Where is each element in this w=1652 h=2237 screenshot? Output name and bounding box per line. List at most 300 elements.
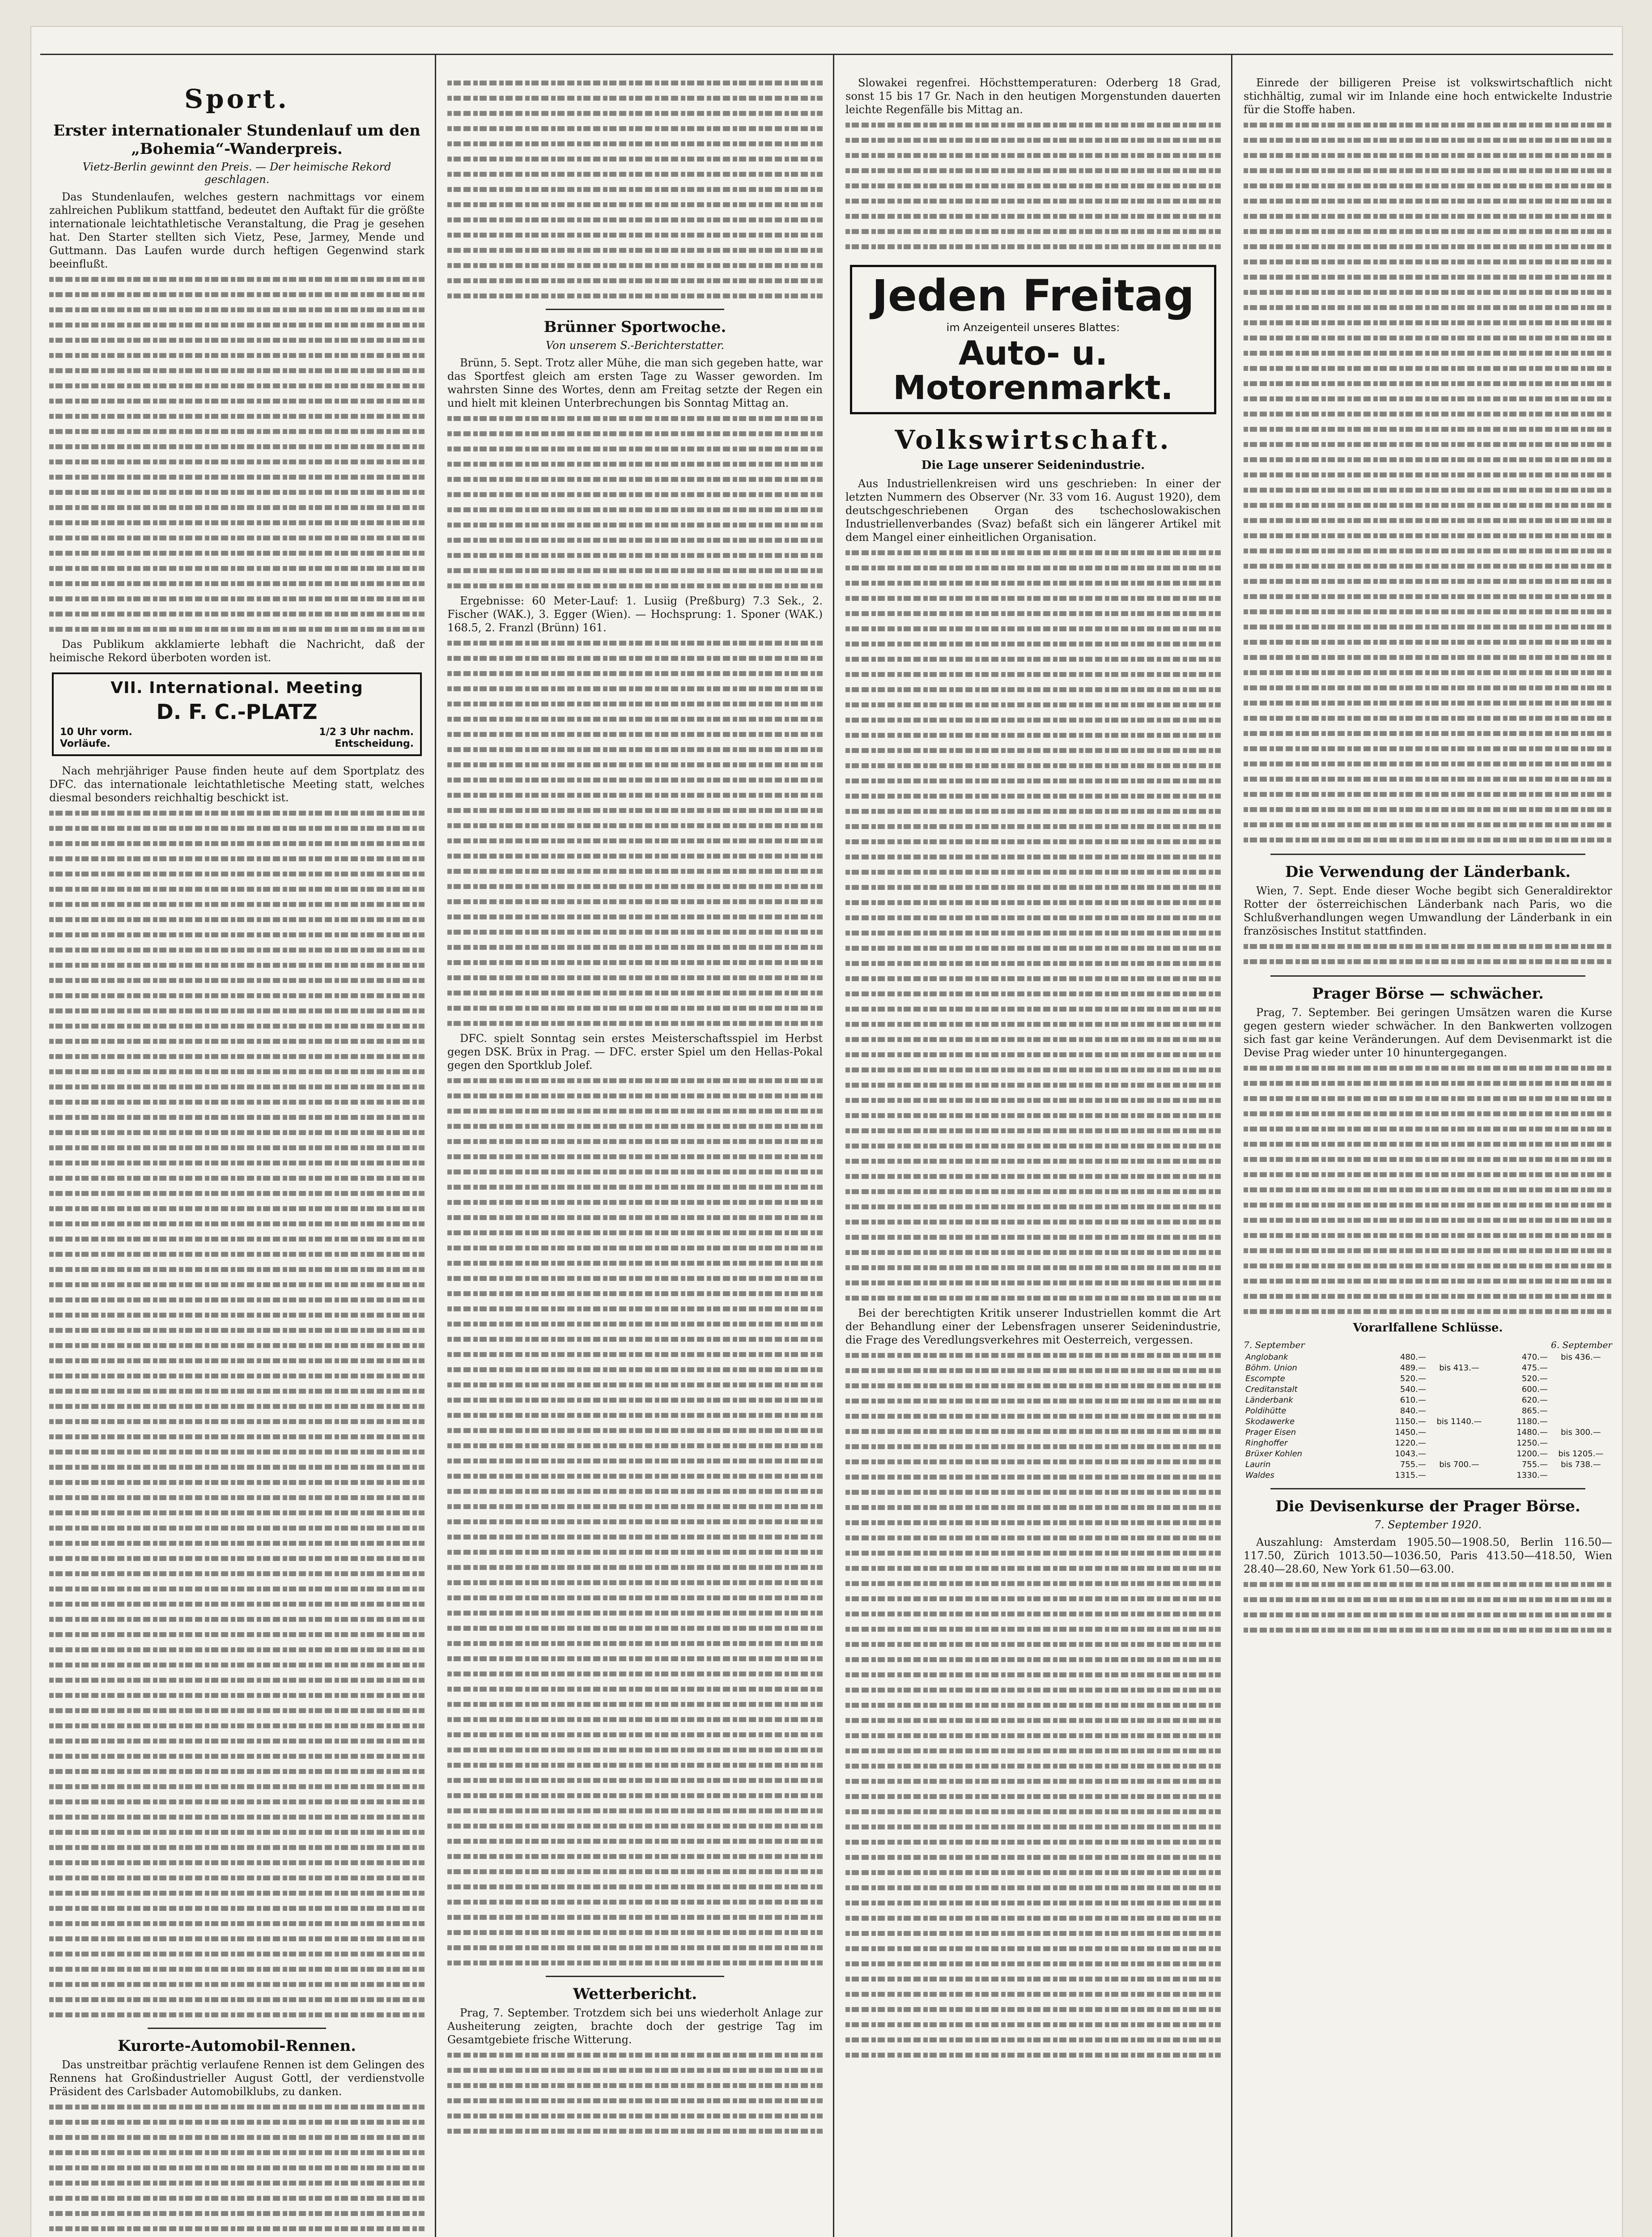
text-lines [845,1109,1221,1122]
text-lines [845,576,1221,590]
quote-range [1550,1384,1612,1395]
text-lines [49,1521,425,1535]
quote-row [1244,1416,1612,1427]
quote-value: 755.— [1400,1460,1426,1470]
text-lines [447,1317,823,1331]
text-lines [49,1612,425,1626]
text-lines [845,1154,1221,1168]
quote-name: Böhm. Union [1245,1363,1297,1373]
text-lines [845,1881,1221,1894]
text-lines [1244,438,1612,451]
text-lines [845,911,1221,924]
quote-value: 865.— [1521,1406,1548,1416]
text-lines [49,394,425,408]
text-lines [49,1628,425,1641]
text-lines [49,1430,425,1443]
text-lines [1244,149,1612,162]
meeting-advertisement [52,672,422,756]
text-lines [845,1729,1221,1742]
text-lines [845,591,1221,605]
quote-range: bis 1205.— [1558,1449,1604,1459]
text-lines [49,379,425,392]
text-lines [447,1728,823,1741]
text-lines [845,1561,1221,1575]
text-lines [447,986,823,999]
text-lines [49,349,425,362]
text-lines [845,1291,1221,1305]
text-lines [1244,331,1612,344]
headline-kurorte: Kurorte-Automobil-Rennen. [118,2037,356,2055]
text-lines [845,2018,1221,2031]
text-lines [845,1911,1221,1925]
text-lines [845,1972,1221,1986]
text-lines [845,1425,1221,1438]
text-lines [49,2146,425,2159]
text-lines [447,2109,823,2122]
text-lines [49,288,425,301]
text-lines [1244,1289,1612,1303]
quote-row [1244,1374,1612,1384]
article-text: DFC. spielt Sonntag sein erstes Meisterschaftsspiel im Herbst gegen DSK. Brüx in Prag. — DFC. erster Spiel um den Hellas-Pokal gegen den Sportklub Jolef. [447,1032,823,1072]
text-lines [447,1652,823,1665]
text-lines [447,1515,823,1528]
text-lines [447,1393,823,1407]
text-lines [49,364,425,377]
quote-value: 520.— [1400,1374,1426,1384]
text-lines [49,1141,425,1154]
text-lines [1244,1107,1612,1120]
quote-name: Escompte [1245,1374,1285,1384]
text-lines [845,744,1221,757]
text-lines [845,1927,1221,1940]
text-lines [845,179,1221,192]
text-lines [49,1232,425,1246]
text-lines [49,1978,425,1991]
text-lines [845,1455,1221,1468]
text-lines [845,1516,1221,1529]
text-lines [447,1211,823,1224]
quote-range [1428,1438,1491,1449]
text-lines [49,1384,425,1398]
text-lines [447,106,823,120]
quote-name: Laurin [1245,1460,1271,1470]
text-lines [447,971,823,984]
text-lines [49,1187,425,1200]
quote-value: 540.— [1400,1385,1426,1395]
column-1 [41,76,433,2237]
quote-value: 470.— [1521,1352,1548,1362]
text-lines [447,1804,823,1817]
text-lines [845,1063,1221,1076]
quote-value: 600.— [1521,1385,1548,1395]
text-lines [49,1704,425,1717]
text-lines [845,926,1221,940]
text-lines [1244,1593,1612,1606]
text-lines [1244,605,1612,618]
quote-range: bis 300.— [1561,1428,1601,1437]
text-lines [845,622,1221,635]
text-lines [447,895,823,908]
quote-name: Waldes [1245,1471,1274,1480]
text-lines [1244,1305,1612,1318]
text-lines [845,1379,1221,1392]
text-lines [49,1536,425,1550]
text-lines [1244,1076,1612,1090]
quote-value: 755.— [1521,1460,1548,1470]
text-lines [845,1790,1221,1803]
quote-row [1244,1427,1612,1438]
text-lines [49,440,425,453]
quote-row [1244,1395,1612,1406]
text-lines [447,1880,823,1893]
quote-row [1244,1384,1612,1395]
text-lines [447,682,823,695]
text-lines [845,1170,1221,1183]
text-lines [49,1080,425,1093]
text-lines [447,864,823,878]
section-title-sport: Sport. [184,84,289,114]
text-lines [49,806,425,820]
text-lines [1244,209,1612,223]
text-lines [447,1500,823,1513]
text-lines [1244,483,1612,497]
text-lines [845,1637,1221,1651]
text-lines [447,549,823,562]
ad-detail: 1/2 3 Uhr nachm. [319,727,414,738]
text-lines [1244,559,1612,573]
quote-value: 1450.— [1395,1428,1426,1437]
text-lines [845,1394,1221,1408]
text-lines [845,1774,1221,1788]
text-lines [845,1215,1221,1229]
text-lines [447,1332,823,1346]
text-lines [49,943,425,957]
text-lines [845,1759,1221,1773]
text-lines [1244,1229,1612,1242]
text-lines [845,240,1221,253]
text-lines [845,1139,1221,1153]
text-lines [447,1165,823,1178]
text-lines [49,1856,425,1869]
text-lines [447,91,823,105]
text-lines [49,1917,425,1930]
text-lines [1244,651,1612,664]
text-lines [447,1287,823,1300]
text-lines [845,1246,1221,1259]
text-lines [49,2222,425,2235]
column-rule [833,54,834,2237]
text-lines [49,1567,425,1580]
divider [1270,854,1585,855]
text-lines [845,1501,1221,1514]
headline-brno: Brünner Sportwoche. [544,318,726,336]
text-lines [447,1561,823,1574]
text-lines [1244,164,1612,177]
quote-value: 1200.— [1516,1449,1548,1459]
text-lines [49,1369,425,1382]
text-lines [845,1470,1221,1484]
text-lines [447,1363,823,1376]
text-lines [447,457,823,471]
text-lines [447,1484,823,1498]
quote-range [1550,1395,1612,1406]
text-lines [447,1743,823,1756]
text-lines [49,592,425,605]
text-lines [49,470,425,484]
text-lines [1244,727,1612,740]
text-lines [49,1962,425,1976]
text-lines [49,1825,425,1839]
text-lines [447,1074,823,1087]
text-lines [845,118,1221,132]
quote-row [1244,1470,1612,1481]
text-lines [49,1171,425,1185]
text-lines [845,698,1221,711]
text-lines [1244,1122,1612,1136]
text-lines [447,259,823,272]
article-text: Auszahlung: Amsterdam 1905.50—1908.50, Berlin 116.50—117.50, Zürich 1013.50—1036.50, Paris 413.50—418.50, Wien 28.40—28.60, New York 61.50—63.00. [1244,1535,1612,1575]
text-lines [49,1156,425,1170]
text-lines [447,442,823,455]
quote-value: 480.— [1400,1352,1426,1362]
byline: Von unserem S.-Berichterstatter. [546,339,724,352]
text-lines [1244,468,1612,481]
text-lines [447,213,823,226]
text-lines [1244,514,1612,527]
text-lines [845,1364,1221,1377]
text-lines [845,194,1221,208]
text-lines [447,758,823,771]
quote-range [1550,1438,1612,1449]
text-lines [447,1408,823,1422]
text-lines [49,1034,425,1048]
text-lines [447,1591,823,1604]
text-lines [447,1789,823,1802]
text-lines [1244,742,1612,755]
text-lines [447,1910,823,1924]
text-lines [49,837,425,850]
ad-line: Jeden Freitag [872,271,1194,321]
quote-row [1244,1449,1612,1459]
column-3 [837,76,1229,2237]
headline-weather: Wetterbericht. [573,1985,697,2003]
text-lines [49,1795,425,1808]
text-lines [1244,346,1612,360]
text-lines [49,622,425,636]
text-lines [447,564,823,577]
text-lines [447,412,823,425]
text-lines [447,819,823,832]
text-lines [447,488,823,501]
quote-range: bis 436.— [1561,1352,1601,1362]
text-lines [447,1758,823,1772]
text-lines [1244,1244,1612,1257]
text-lines [1244,118,1612,132]
text-lines [49,1293,425,1306]
text-lines [845,1744,1221,1757]
text-lines [1244,1213,1612,1227]
text-lines [447,1150,823,1163]
text-lines [447,2124,823,2138]
text-lines [845,1698,1221,1712]
text-lines [1244,225,1612,238]
text-lines [49,882,425,896]
quote-range: bis 700.— [1439,1460,1479,1470]
text-lines [49,1095,425,1109]
text-lines [447,1834,823,1848]
text-lines [845,164,1221,177]
text-lines [845,1835,1221,1849]
quote-value: 1480.— [1516,1428,1548,1437]
text-lines [845,1033,1221,1046]
text-lines [1244,818,1612,831]
top-rule [40,54,1613,55]
text-lines [1244,270,1612,284]
text-lines [1244,240,1612,253]
text-lines [49,1308,425,1322]
text-lines [845,1546,1221,1560]
text-lines [447,1637,823,1650]
article-text: Das Publikum akklamierte lebhaft die Nachricht, daß der heimische Rekord überboten worden ist. [49,638,425,664]
text-lines [447,1180,823,1194]
text-lines [1244,590,1612,603]
text-lines [49,607,425,621]
text-lines [49,1415,425,1428]
quote-name: Creditanstalt [1245,1385,1298,1395]
ad-detail: 10 Uhr vorm. [60,727,132,738]
quote-value: 475.— [1521,1363,1548,1373]
text-lines [1244,833,1612,846]
text-lines [447,274,823,287]
text-lines [1244,179,1612,192]
quote-name: Skodawerke [1245,1417,1295,1427]
text-lines [845,1440,1221,1453]
article-text: Bei der berechtigten Kritik unserer Industriellen kommt die Art der Behandlung einer der Lebensfragen unserer Seidenindustrie, die Frage des Veredlungsverkehres mit Oesterreich, vergessen. [845,1307,1221,1347]
article-text: Einrede der billigeren Preise ist volkswirtschaftlich nicht stichhältig, zumal wir im Inlande eine hoch entwickelte Industrie für die Stoffe haben. [1244,77,1612,116]
article-text: Aus Industriellenkreisen wird uns geschrieben: In einer der letzten Nummern des Observer (Nr. 33 vom 16. August 1920), dem deutschgeschriebenen Organ des tschechoslowakischen Industriellenverbandes (Svaz) befaßt sich ein längerer Artikel mit dem Mangel einer einheitlichen Organisation. [845,477,1221,544]
text-lines [845,1409,1221,1423]
quote-value: 1043.— [1395,1449,1426,1459]
text-lines [845,1531,1221,1544]
text-lines [1244,574,1612,588]
quote-value: 1250.— [1516,1438,1548,1448]
text-lines [447,1424,823,1437]
text-lines [447,228,823,242]
text-lines [447,427,823,440]
quote-row [1244,1459,1612,1470]
quote-value: 1180.— [1516,1417,1548,1427]
text-lines [49,1901,425,1915]
article-text: Das Stundenlaufen, welches gestern nachmittags vor einem zahlreichen Publikum stattfand, bedeutet den Auftakt für die größte internationale leichtathletische Veranstaltung, die Prag je gesehen hat. Den Starter stellten sich Vietz, Pese, Jarmey, Mende und Guttmann. Das Laufen wurde durch heftigen Gegenwind stark beeinflußt. [49,191,425,271]
text-lines [845,1348,1221,1362]
article-text: Prag, 7. September. Trotzdem sich bei uns wiederholt Anlage zur Ausheiterung zeigten, brachte doch der gestrige Tag im Gesamtgebiete frische Witterung. [447,2006,823,2046]
quote-range [1428,1406,1491,1416]
text-lines [447,834,823,847]
quote-range [1550,1416,1612,1427]
article-text: Brünn, 5. Sept. Trotz aller Mühe, die man sich gegeben hatte, war das Sportfest gleich am ersten Tage zu Wasser geworden. Im wahrsten Sinne des Wortes, denn am Freitag setzte der Regen ein und hielt mit kleinen Unterbrechungen bis Sonntag Mittag an. [447,356,823,409]
text-lines [845,713,1221,727]
text-lines [1244,316,1612,329]
text-lines [845,683,1221,696]
text-lines [447,2063,823,2077]
quotes-table [1244,1352,1612,1481]
quote-range [1428,1449,1491,1459]
text-lines [447,636,823,650]
quote-row [1244,1363,1612,1374]
text-lines [1244,955,1612,968]
text-lines [49,1765,425,1778]
text-lines [1244,529,1612,542]
article-text: Prag, 7. September. Bei geringen Umsätzen waren die Kurse gegen gestern wieder schwächer. In den Bankwerten vollzogen sich fast gar keine Veränderungen. Auf dem Devisenmarkt ist die Devise Prag wieder unter 10 hinuntergegangen. [1244,1006,1612,1059]
text-lines [447,743,823,756]
quote-range [1428,1395,1491,1406]
text-lines [845,1850,1221,1864]
ad-line: Auto- u. Motorenmarkt. [893,334,1173,408]
text-lines [49,2008,425,2021]
text-lines [845,1805,1221,1818]
text-lines [49,1354,425,1367]
text-lines [845,1577,1221,1590]
ad-line: D. F. C.-PLATZ [156,700,318,724]
subheadline-stundenlauf: Vietz-Berlin gewinnt den Preis. — Der heimische Rekord geschlagen. [82,161,391,186]
text-lines [845,835,1221,848]
ad-line: im Anzeigenteil unseres Blattes: [946,321,1120,334]
text-lines [49,425,425,438]
text-lines [447,880,823,893]
text-lines [1244,1061,1612,1075]
text-lines [1244,498,1612,512]
text-lines [447,152,823,166]
text-lines [845,546,1221,559]
text-lines [447,727,823,741]
ad-detail: Vorläufe. [60,738,110,750]
text-lines [447,1241,823,1255]
column-rule [435,54,436,2237]
headline-devisen: Die Devisenkurse der Prager Börse. [1275,1497,1580,1516]
text-lines [447,518,823,532]
text-lines [49,1688,425,1702]
text-lines [447,289,823,302]
text-lines [49,1460,425,1474]
text-lines [49,516,425,529]
text-lines [845,774,1221,787]
quote-name: Ringhoffer [1245,1438,1288,1448]
text-lines [447,1545,823,1559]
text-lines [49,501,425,514]
text-lines [845,1957,1221,1970]
text-lines [845,820,1221,833]
text-lines [845,1820,1221,1833]
column-rule [1231,54,1232,2237]
quote-value: 610.— [1400,1395,1426,1405]
text-lines [447,533,823,547]
text-lines [1244,1183,1612,1196]
quote-range [1550,1374,1612,1384]
text-lines [447,1941,823,1954]
column-2 [439,76,831,2237]
text-lines [845,1093,1221,1107]
text-lines [447,2094,823,2107]
text-lines [447,1697,823,1711]
quote-range [1550,1363,1612,1374]
text-lines [447,1195,823,1209]
text-lines [49,1552,425,1565]
ad-detail: Entscheidung. [335,738,414,750]
text-lines [49,1019,425,1033]
text-lines [49,1658,425,1671]
text-lines [49,1278,425,1291]
text-lines [49,2115,425,2129]
